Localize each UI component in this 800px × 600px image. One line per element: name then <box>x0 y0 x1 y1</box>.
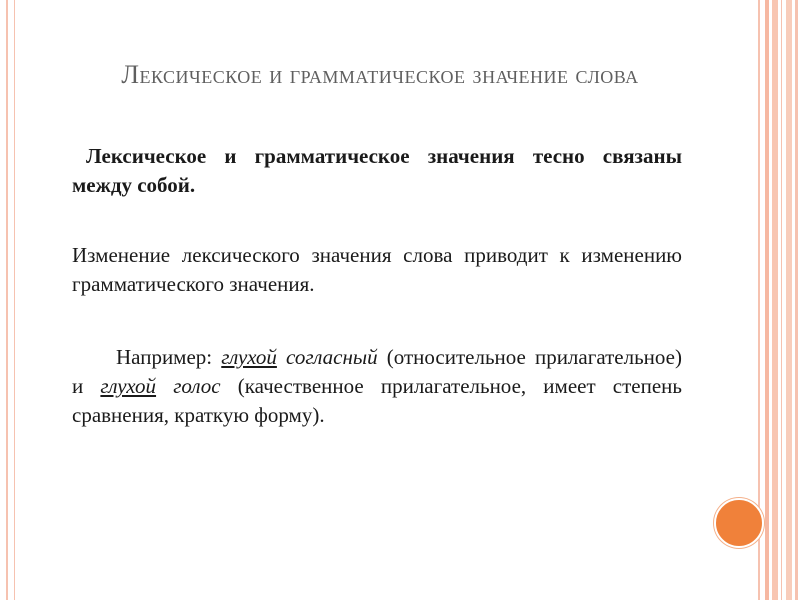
example-2-note: (качественное прилагательное, имеет степень сравнения, краткую форму). <box>72 374 682 427</box>
slide-body <box>72 142 682 430</box>
right-border-stripe <box>786 0 792 600</box>
right-border-stripe <box>781 0 782 600</box>
paragraph-1: Лексическое и грамматическое значения тесно связаны между собой. <box>72 144 682 197</box>
example-1-note: (относительное прилагательное) и <box>72 345 682 398</box>
example-2-adjective: глухой <box>100 374 157 398</box>
left-border-line <box>6 0 8 600</box>
slide-title: Лексическое и грамматическое значение слова <box>121 60 639 89</box>
paragraph-2: Изменение лексического значения слова приводит к изменению грамматического значения. <box>72 243 682 296</box>
example-intro: Например: <box>116 345 222 369</box>
example-1-noun: согласный <box>286 345 378 369</box>
right-border-stripe <box>795 0 798 600</box>
paragraph-3 <box>72 343 682 430</box>
decorative-circle <box>714 498 764 548</box>
example-2-noun: голос <box>173 374 221 398</box>
example-1-adjective: глухой <box>221 345 277 369</box>
right-border-stripe <box>765 0 769 600</box>
left-border-line-thin <box>14 0 15 600</box>
right-border-stripe <box>772 0 778 600</box>
